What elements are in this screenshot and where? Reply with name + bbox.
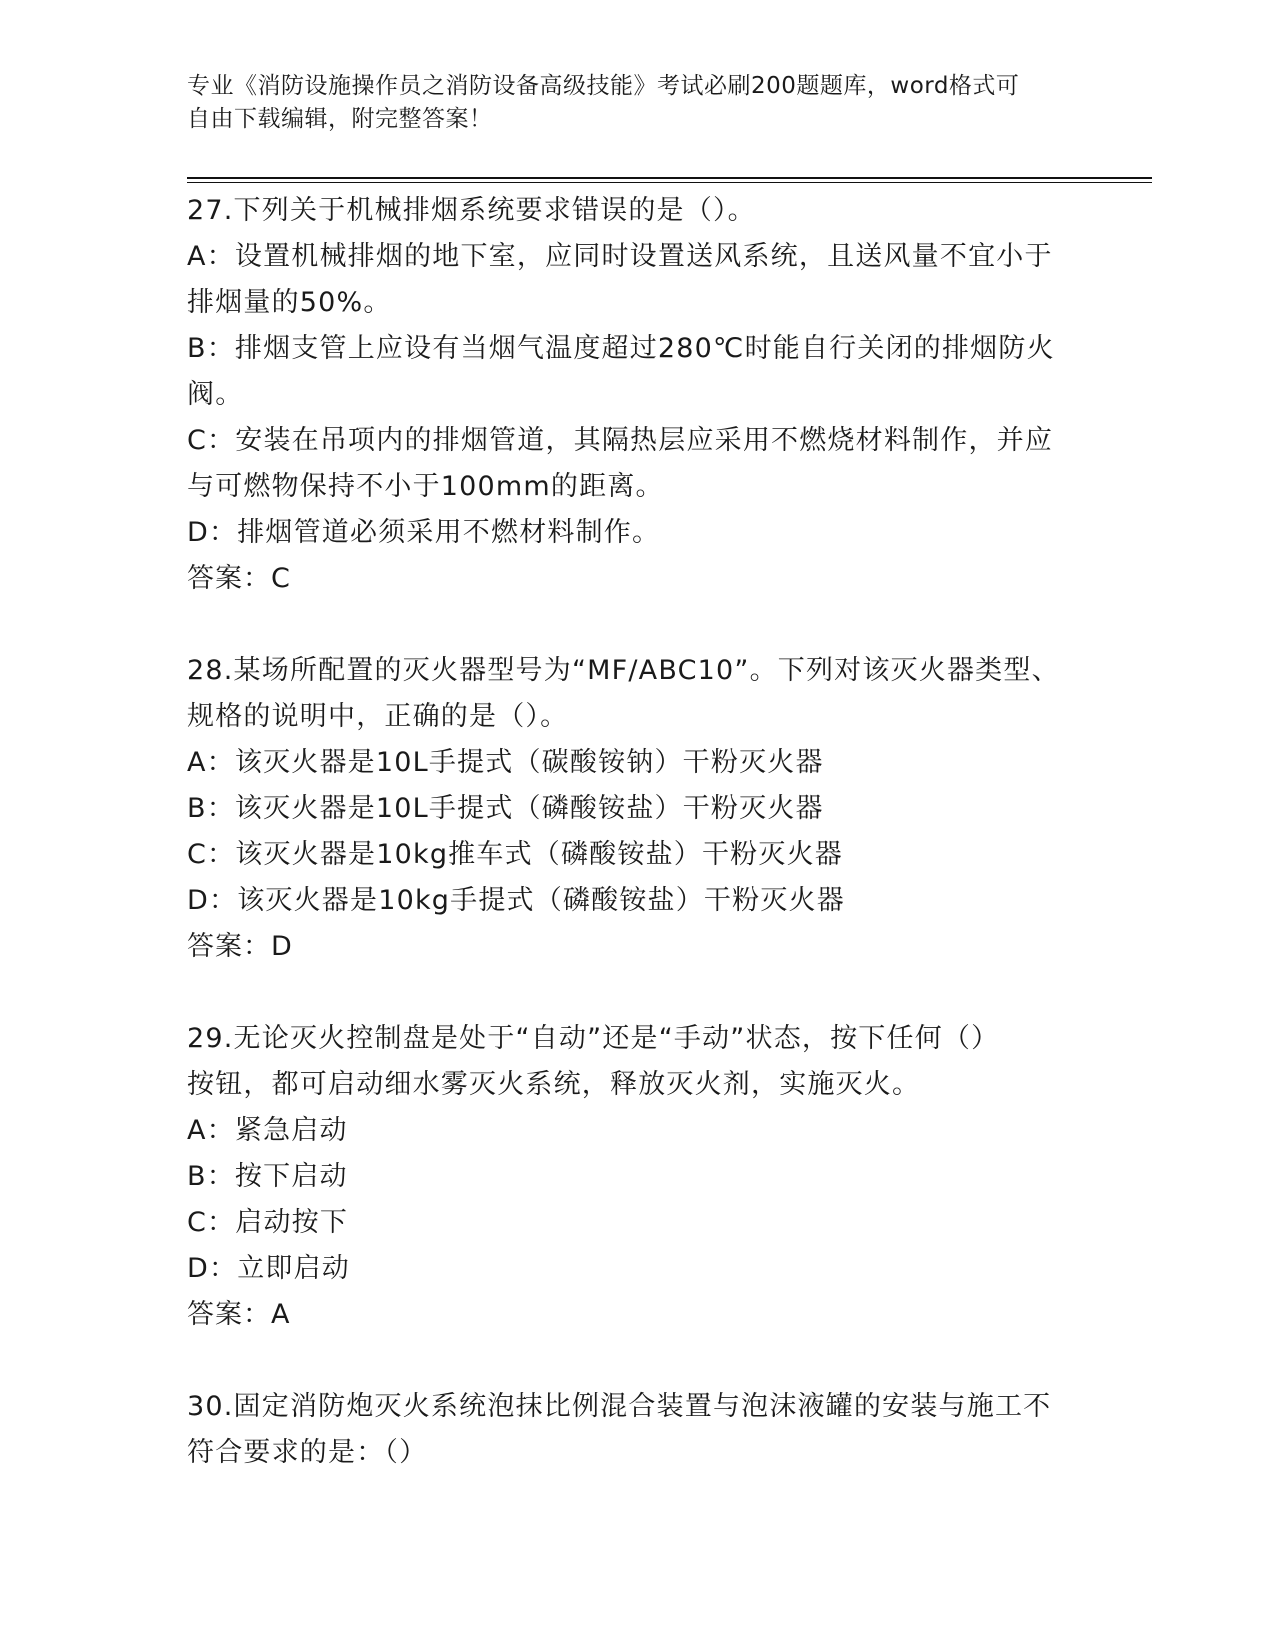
question-stem-cont: 规格的说明中，正确的是（）。	[187, 701, 569, 732]
option-b-cont: 阀。	[187, 379, 244, 410]
answer: 答案：A	[187, 1299, 291, 1330]
option-d: D：立即启动	[187, 1253, 350, 1284]
option-c: C：该灭火器是10kg推车式（磷酸铵盐）干粉灭火器	[187, 839, 843, 870]
header-rule-thick	[187, 177, 1152, 179]
answer: 答案：C	[187, 563, 291, 594]
option-a: A：紧急启动	[187, 1115, 348, 1146]
spacer	[187, 1338, 1067, 1384]
spacer	[187, 970, 1067, 1016]
question-28	[187, 648, 1067, 970]
question-27	[187, 188, 1067, 602]
question-list	[187, 188, 1067, 1476]
question-29	[187, 1016, 1067, 1338]
question-stem: 30.固定消防炮灭火系统泡抹比例混合装置与泡沫液罐的安装与施工不	[187, 1391, 1052, 1422]
option-b: B：该灭火器是10L手提式（磷酸铵盐）干粉灭火器	[187, 793, 824, 824]
option-c: C：安装在吊项内的排烟管道，其隔热层应采用不燃烧材料制作，并应	[187, 425, 1054, 456]
option-a: A：该灭火器是10L手提式（碳酸铵钠）干粉灭火器	[187, 747, 824, 778]
option-d: D：排烟管道必须采用不燃材料制作。	[187, 517, 661, 548]
option-a: A：设置机械排烟的地下室，应同时设置送风系统，且送风量不宜小于	[187, 241, 1053, 272]
question-30	[187, 1384, 1067, 1476]
header-rule-thin	[187, 182, 1152, 183]
spacer	[187, 602, 1067, 648]
option-a-cont: 排烟量的50%。	[187, 287, 392, 318]
option-d: D：该灭火器是10kg手提式（磷酸铵盐）干粉灭火器	[187, 885, 845, 916]
question-stem: 29.无论灭火控制盘是处于“自动”还是“手动”状态，按下任何（）	[187, 1023, 1000, 1054]
header-line-2: 自由下载编辑，附完整答案！	[187, 106, 493, 132]
question-stem-cont: 按钮，都可启动细水雾灭火系统，释放灭火剂，实施灭火。	[187, 1069, 921, 1100]
question-stem: 28.某场所配置的灭火器型号为“MF/ABC10”。下列对该灭火器类型、	[187, 655, 1060, 686]
option-c-cont: 与可燃物保持不小于100mm的距离。	[187, 471, 664, 502]
option-c: C：启动按下	[187, 1207, 349, 1238]
document-header	[187, 70, 1067, 136]
answer: 答案：D	[187, 931, 293, 962]
option-b: B：按下启动	[187, 1161, 348, 1192]
option-b: B：排烟支管上应设有当烟气温度超过280℃时能自行关闭的排烟防火	[187, 333, 1055, 364]
header-line-1: 专业《消防设施操作员之消防设备高级技能》考试必刷200题题库，word格式可	[187, 73, 1020, 99]
question-stem-cont: 符合要求的是：（）	[187, 1437, 428, 1468]
question-stem: 27.下列关于机械排烟系统要求错误的是（）。	[187, 195, 756, 226]
